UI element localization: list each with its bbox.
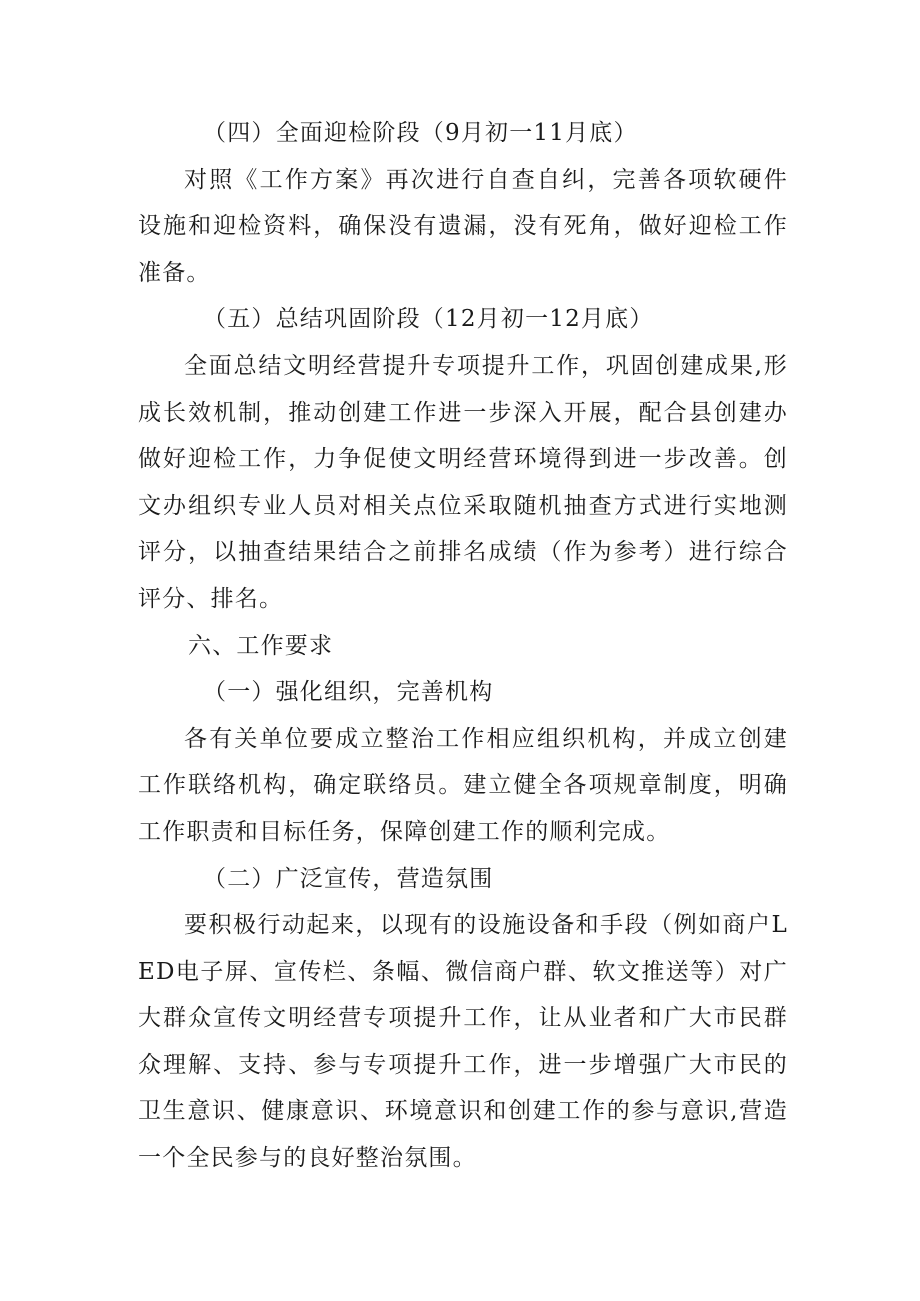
subheading-publicity: （二）广泛宣传，营造氛围: [203, 865, 494, 892]
document-body: [138, 110, 788, 1182]
subheading-organization: （一）强化组织，完善机构: [203, 679, 494, 706]
paragraph-phase-five: 全面总结文明经营提升专项提升工作，巩固创建成果,形成长效机制，推动创建工作进一步深入开展，配合县创建办做好迎检工作，力争促使文明经营环境得到进一步改善。创文办组织专业人员对相关点位采取随机抽查方式进行实地测评分，以抽查结果结合之前排名成绩（作为参考）进行综合评分、排名。: [138, 352, 788, 612]
subheading-phase-five: （五）总结巩固阶段（12月初一12月底）: [203, 306, 654, 333]
subheading-phase-four: （四）全面迎检阶段（9月初一11月底）: [203, 120, 638, 146]
section-heading-work-requirements: 六、工作要求: [188, 632, 334, 659]
paragraph-publicity: 要积极行动起来，以现有的设施设备和手段（例如商户LED电子屏、宣传栏、条幅、微信商户群、软文推送等）对广大群众宣传文明经营专项提升工作，让从业者和广大市民群众理解、支持、参与专项提升工作，进一步增强广大市民的卫生意识、健康意识、环境意识和创建工作的参与意识,营造一个全民参与的良好整治氛围。: [138, 912, 788, 1172]
paragraph-organization: 各有关单位要成立整治工作相应组织机构，并成立创建工作联络机构，确定联络员。建立健全各项规章制度，明确工作职责和目标任务，保障创建工作的顺利完成。: [138, 725, 788, 845]
paragraph-phase-four: 对照《工作方案》再次进行自查自纠，完善各项软硬件设施和迎检资料，确保没有遗漏，没有死角，做好迎检工作准备。: [138, 166, 788, 286]
